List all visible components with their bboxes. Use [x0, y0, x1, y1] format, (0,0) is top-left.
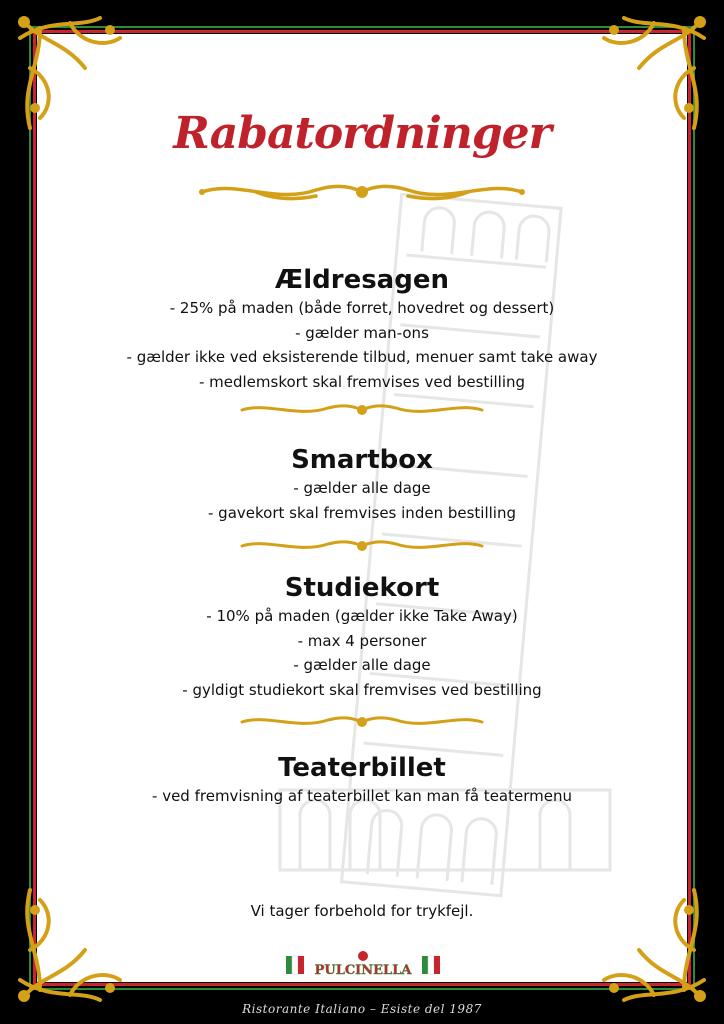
section-line: - medlemskort skal fremvises ved bestilling	[198, 372, 526, 391]
logo-text: PULCINELLA	[314, 963, 412, 978]
disclaimer-text: Vi tager forbehold for trykfejl.	[250, 902, 474, 920]
section-line: - 25% på maden (både forret, hovedret og dessert)	[169, 299, 555, 317]
title-flourish-icon	[196, 176, 528, 208]
section-heading: Ældresagen	[275, 265, 449, 295]
section-line: - gavekort skal fremvises inden bestilling	[208, 503, 516, 522]
section-heading: Smartbox	[291, 445, 433, 475]
section-heading: Teaterbillet	[278, 753, 446, 783]
pulcinella-logo-icon	[284, 950, 442, 980]
section-line: - gælder alle dage	[293, 479, 431, 497]
section-line: - 10% på maden (gælder ikke Take Away)	[206, 607, 518, 625]
section-studiekort	[0, 572, 724, 702]
section-smartbox	[0, 444, 724, 525]
section-divider-icon	[238, 398, 486, 422]
section-divider-icon	[238, 534, 486, 558]
section-line: - gyldigt studiekort skal fremvises ved bestilling	[182, 680, 542, 699]
section-divider-icon	[238, 710, 486, 734]
page-title: Rabatordninger	[173, 108, 551, 159]
restaurant-tagline: Ristorante Italiano – Esiste del 1987	[242, 1002, 482, 1016]
section-line: - max 4 personer	[297, 631, 427, 650]
section-line: - gælder man-ons	[295, 323, 429, 342]
section-line: - gælder alle dage	[293, 656, 431, 674]
section-aeldresagen	[0, 264, 724, 394]
section-teaterbillet	[0, 752, 724, 809]
section-line: - gælder ikke ved eksisterende tilbud, menuer samt take away	[126, 348, 598, 366]
corner-ornament-bottom-right-icon	[584, 880, 714, 1010]
corner-ornament-bottom-left-icon	[10, 880, 140, 1010]
section-line: - ved fremvisning af teaterbillet kan man få teatermenu	[152, 787, 572, 805]
section-heading: Studiekort	[284, 573, 440, 603]
